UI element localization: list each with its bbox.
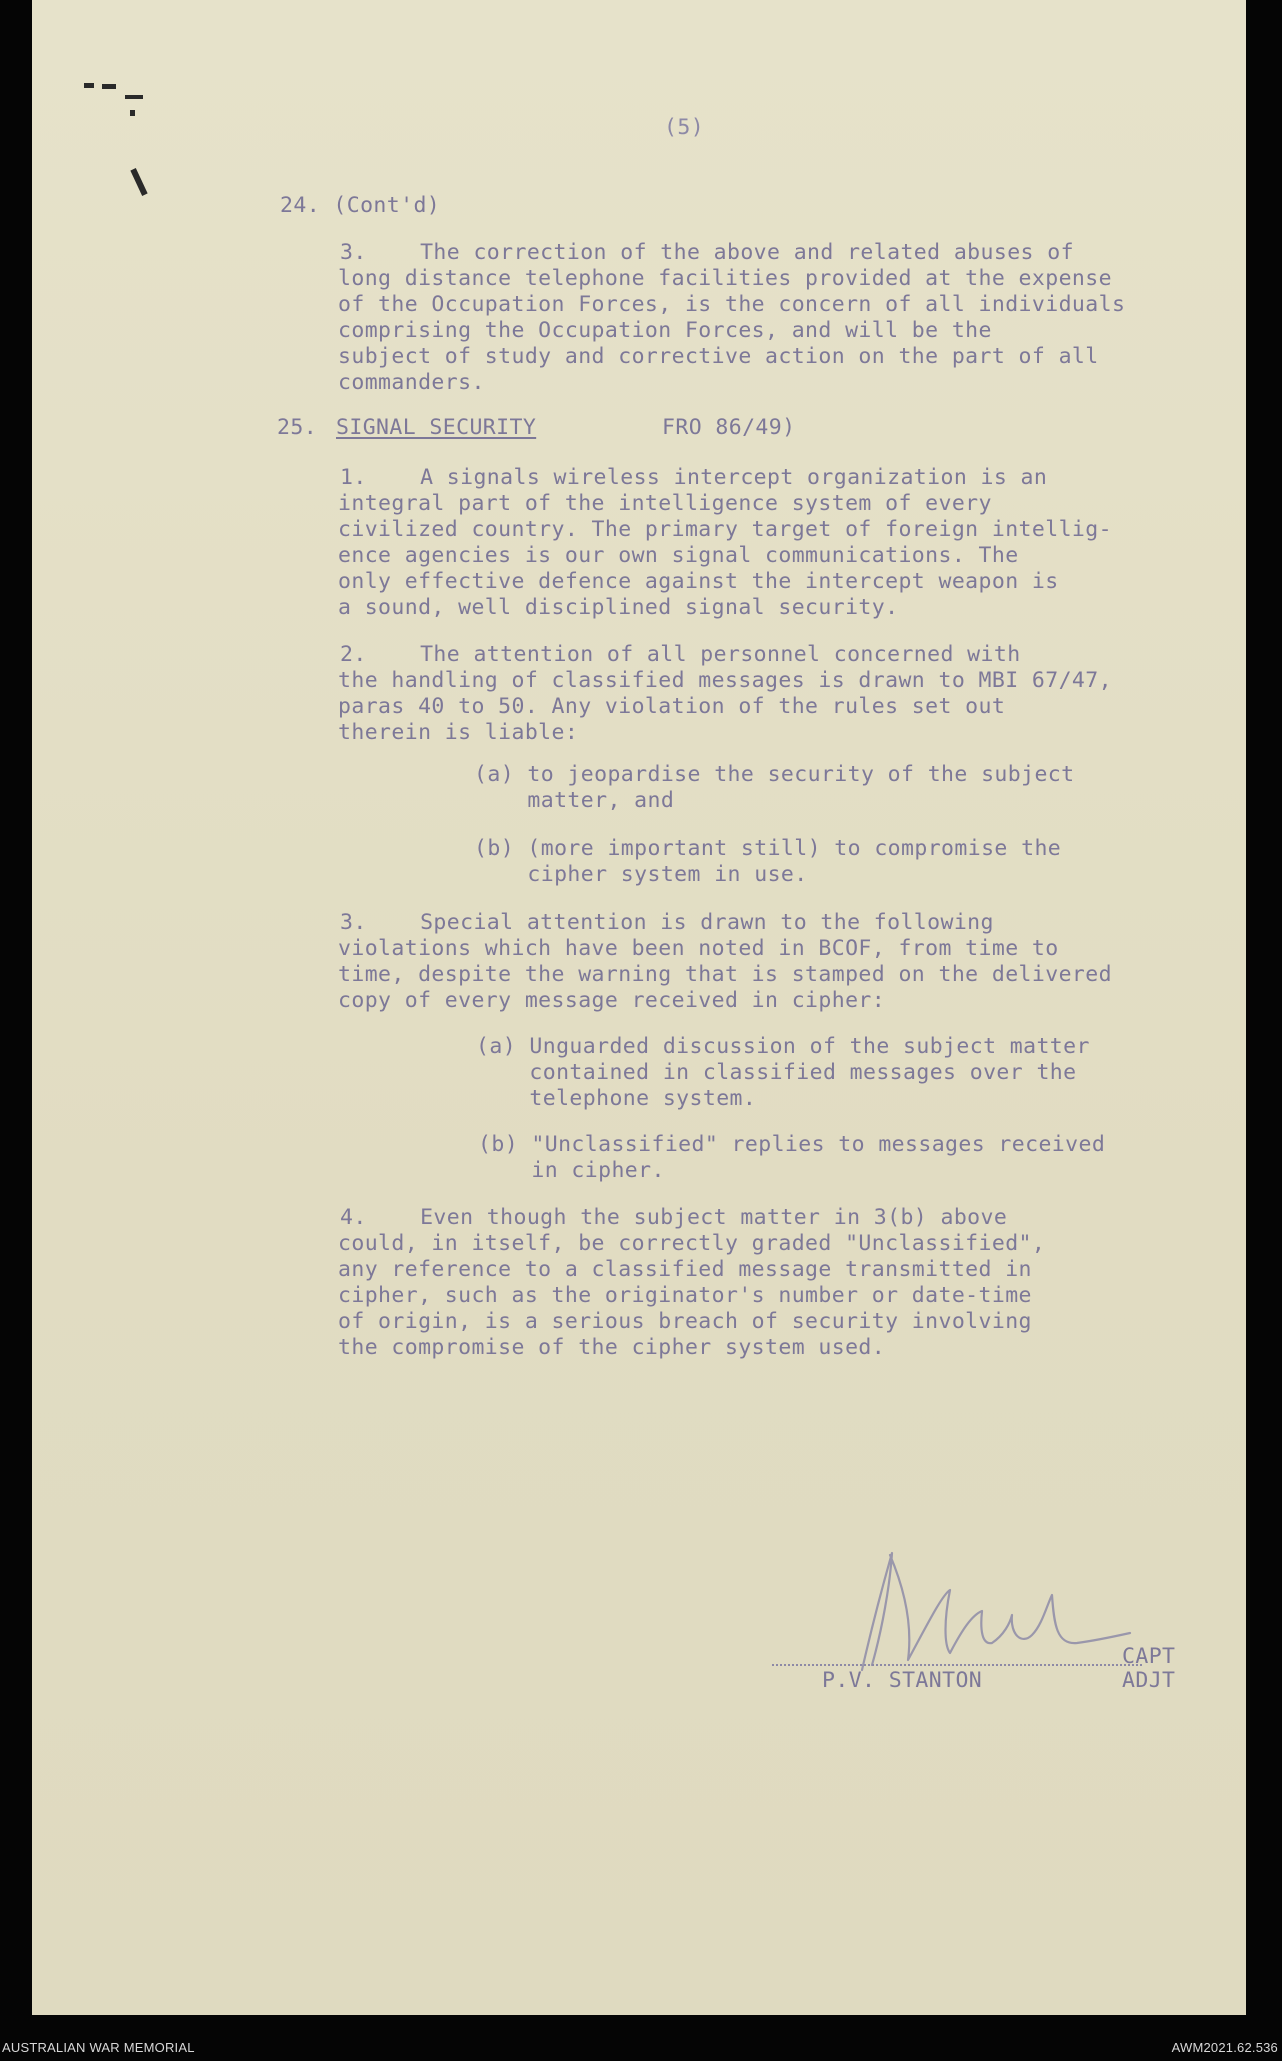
text-line: paras 40 to 50. Any violation of the rules set out <box>338 694 1006 719</box>
text-line: a sound, well disciplined signal security. <box>338 595 899 620</box>
text-line: in cipher. <box>478 1158 665 1183</box>
text-line: comprising the Occupation Forces, and will be the <box>338 318 992 343</box>
text-line: the handling of classified messages is drawn to MBI 67/47, <box>338 668 1112 693</box>
text-line: 4. Even though the subject matter in 3(b) above <box>340 1205 1008 1230</box>
text-line: long distance telephone facilities provided at the expense <box>338 266 1112 291</box>
text-line: integral part of the intelligence system of every <box>338 491 992 516</box>
text-line: copy of every message received in cipher: <box>338 988 886 1013</box>
text-line: of the Occupation Forces, is the concern of all individuals <box>338 292 1126 317</box>
archive-credit: AUSTRALIAN WAR MEMORIAL <box>2 2040 195 2055</box>
page-number: (5) <box>664 115 705 140</box>
text-line: could, in itself, be correctly graded "Unclassified", <box>338 1231 1046 1256</box>
stray-mark-2 <box>102 84 116 89</box>
text-line: time, despite the warning that is stamped on the delivered <box>338 962 1112 987</box>
text-line: (a) to jeopardise the security of the subject <box>474 762 1075 787</box>
signature-line <box>772 1664 1142 1666</box>
text-line: violations which have been noted in BCOF, from time to <box>338 936 1059 961</box>
text-line: subject of study and corrective action on the part of all <box>338 344 1099 369</box>
stray-mark-3 <box>125 95 143 99</box>
handwritten-signature <box>832 1535 1132 1675</box>
text-line: commanders. <box>338 370 485 395</box>
archive-reference: AWM2021.62.536 <box>1171 2040 1278 2055</box>
text-line: (b) "Unclassified" replies to messages received <box>478 1132 1106 1157</box>
section-number: 25. <box>277 415 318 440</box>
text-line: matter, and <box>474 788 675 813</box>
section-title: SIGNAL SECURITY <box>336 415 537 440</box>
text-line: civilized country. The primary target of foreign intellig- <box>338 517 1112 542</box>
text-line: (a) Unguarded discussion of the subject matter <box>476 1034 1090 1059</box>
text-line: of origin, is a serious breach of security involving <box>338 1309 1032 1334</box>
continued-heading: 24. (Cont'd) <box>280 193 441 218</box>
text-line: 3. Special attention is drawn to the following <box>340 910 994 935</box>
text-line: cipher, such as the originator's number or date-time <box>338 1283 1032 1308</box>
text-line: 2. The attention of all personnel concerned with <box>340 642 1021 667</box>
document-page <box>32 0 1246 2015</box>
text-line: cipher system in use. <box>474 862 808 887</box>
text-line: therein is liable: <box>338 720 579 745</box>
stray-mark-4 <box>130 110 135 116</box>
signatory-rank: CAPT <box>1122 1644 1176 1669</box>
stray-mark-5 <box>130 168 147 196</box>
section-reference: FRO 86/49) <box>662 415 796 440</box>
signatory-name: P.V. STANTON <box>822 1668 983 1693</box>
signatory-role: ADJT <box>1122 1668 1176 1693</box>
text-line: 3. The correction of the above and related abuses of <box>340 240 1074 265</box>
text-line: 1. A signals wireless intercept organization is an <box>340 465 1048 490</box>
text-line: contained in classified messages over the <box>476 1060 1077 1085</box>
text-line: (b) (more important still) to compromise the <box>474 836 1062 861</box>
text-line: only effective defence against the intercept weapon is <box>338 569 1059 594</box>
text-line: ence agencies is our own signal communications. The <box>338 543 1019 568</box>
stray-mark-1 <box>84 83 94 88</box>
text-line: telephone system. <box>476 1086 757 1111</box>
text-line: any reference to a classified message transmitted in <box>338 1257 1032 1282</box>
text-line: the compromise of the cipher system used. <box>338 1335 886 1360</box>
